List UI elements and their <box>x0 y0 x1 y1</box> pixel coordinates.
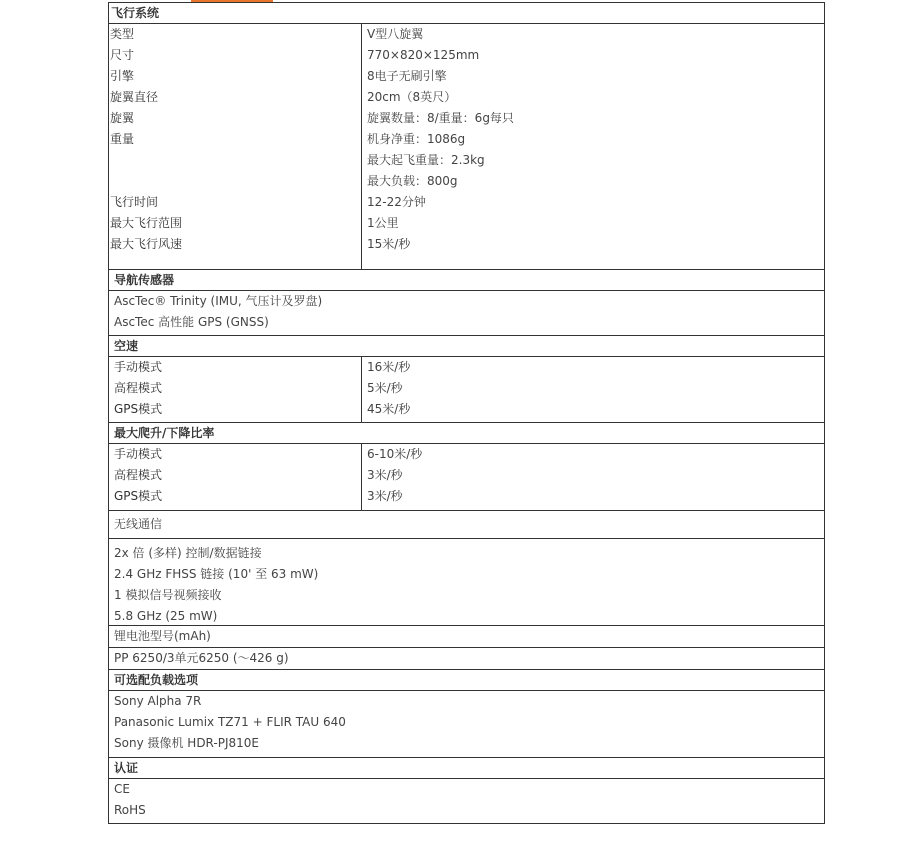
list-item: RoHS <box>114 803 146 817</box>
value-altitude-mode: 3米/秒 <box>367 468 403 482</box>
section-title-nav-sensors: 导航传感器 <box>109 270 824 291</box>
value-altitude-mode: 5米/秒 <box>367 381 403 395</box>
value-net-weight: 机身净重：1086g <box>367 132 466 146</box>
flight-system-grid <box>109 24 824 270</box>
list-item: AscTec® Trinity (IMU, 气压计及罗盘) <box>114 294 323 308</box>
flight-values-column <box>362 24 824 269</box>
section-title-payload: 可选配负载选项 <box>109 670 824 691</box>
section-title-certification: 认证 <box>109 758 824 779</box>
label-altitude-mode: 高程模式 <box>114 381 163 395</box>
value-max-range: 1公里 <box>367 216 399 230</box>
value-gps-mode: 3米/秒 <box>367 489 403 503</box>
list-item: Sony 摄像机 HDR-PJ810E <box>114 736 260 750</box>
list-item: CE <box>114 782 130 796</box>
airspeed-labels-column <box>109 357 362 422</box>
nav-sensors-list <box>109 291 824 336</box>
list-item: 1 模拟信号视频接收 <box>114 588 222 602</box>
list-item: Sony Alpha 7R <box>114 694 202 708</box>
value-manual-mode: 16米/秒 <box>367 360 411 374</box>
battery-value: PP 6250/3单元6250 (～426 g) <box>109 648 824 670</box>
list-item: AscTec 高性能 GPS (GNSS) <box>114 315 269 329</box>
climb-rate-grid <box>109 444 824 511</box>
label-max-range: 最大飞行范围 <box>110 216 183 230</box>
label-gps-mode: GPS模式 <box>114 489 163 503</box>
section-title-battery: 锂电池型号(mAh) <box>109 626 824 648</box>
flight-labels-column <box>109 24 362 269</box>
list-item: 2x 倍 (多样) 控制/数据链接 <box>114 546 262 560</box>
label-engine: 引擎 <box>110 69 135 83</box>
label-rotor: 旋翼 <box>110 111 135 125</box>
value-gps-mode: 45米/秒 <box>367 402 411 416</box>
section-title-airspeed: 空速 <box>109 336 824 357</box>
climb-values-column <box>362 444 824 510</box>
value-engine: 8电子无刷引擎 <box>367 69 447 83</box>
label-type: 类型 <box>110 27 135 41</box>
label-max-wind: 最大飞行风速 <box>110 237 183 251</box>
label-size: 尺寸 <box>110 48 135 62</box>
value-max-wind: 15米/秒 <box>367 237 411 251</box>
climb-labels-column <box>109 444 362 510</box>
value-rotor-diameter: 20cm（8英尺） <box>367 90 457 104</box>
list-item: 2.4 GHz FHSS 链接 (10' 至 63 mW) <box>114 567 319 581</box>
value-max-takeoff-weight: 最大起飞重量：2.3kg <box>367 153 485 167</box>
section-title-wireless: 无线通信 <box>109 511 824 539</box>
airspeed-values-column <box>362 357 824 422</box>
certification-list <box>109 779 824 823</box>
value-manual-mode: 6-10米/秒 <box>367 447 423 461</box>
wireless-list <box>109 539 824 626</box>
label-gps-mode: GPS模式 <box>114 402 163 416</box>
label-weight: 重量 <box>110 132 135 146</box>
list-item: 5.8 GHz (25 mW) <box>114 609 218 623</box>
payload-list <box>109 691 824 758</box>
value-flight-time: 12-22分钟 <box>367 195 426 209</box>
section-title-climb-rate: 最大爬升/下降比率 <box>109 423 824 444</box>
value-type: V型八旋翼 <box>367 27 424 41</box>
label-flight-time: 飞行时间 <box>110 195 159 209</box>
label-manual-mode: 手动模式 <box>114 447 163 461</box>
label-altitude-mode: 高程模式 <box>114 468 163 482</box>
airspeed-grid <box>109 357 824 423</box>
value-max-payload: 最大负载：800g <box>367 174 458 188</box>
label-empty-2 <box>109 171 361 192</box>
label-rotor-diameter: 旋翼直径 <box>110 90 159 104</box>
value-size: 770×820×125mm <box>367 48 480 62</box>
section-title-flight-system: 飞行系统 <box>109 3 824 24</box>
label-manual-mode: 手动模式 <box>114 360 163 374</box>
list-item: Panasonic Lumix TZ71 + FLIR TAU 640 <box>114 715 346 729</box>
value-rotor: 旋翼数量：8/重量：6g每只 <box>367 111 514 125</box>
spec-table <box>108 2 825 824</box>
label-empty-1 <box>109 150 361 171</box>
